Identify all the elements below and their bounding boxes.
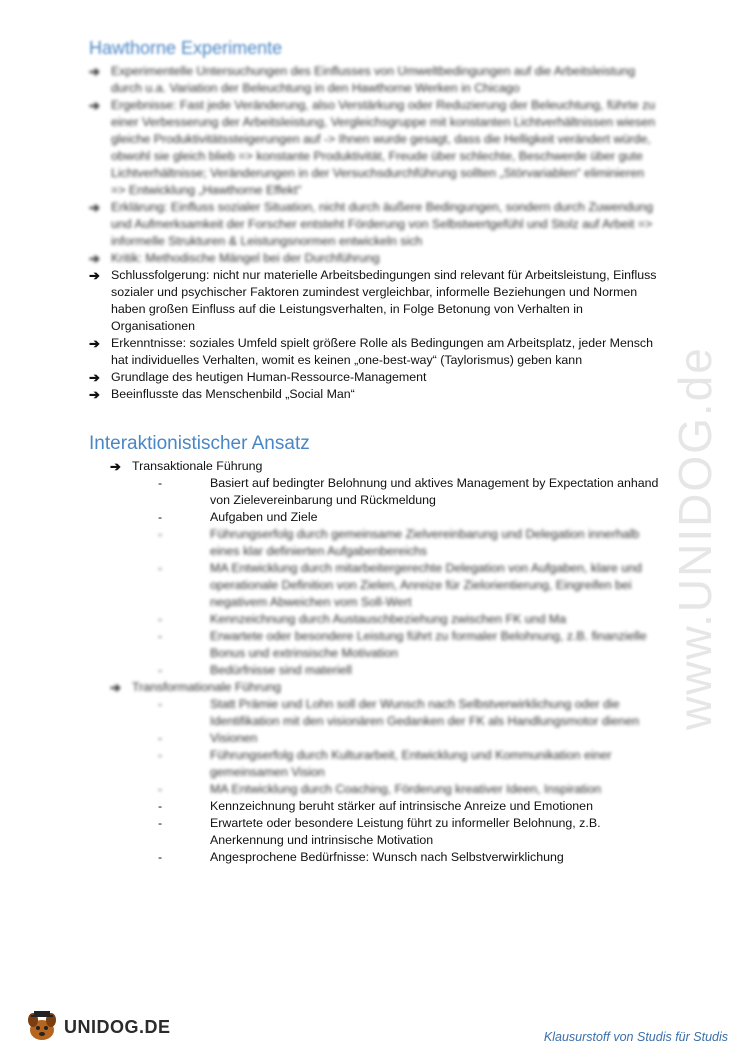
section-heading-hawthorne: Hawthorne Experimente (89, 38, 283, 58)
sub-list-item: - MA Entwicklung durch mitarbeitergerechte Delegation von Aufgaben, klare und operationale Definition von Zielen, Anreize für Zielorientierung, Eingreifen bei negativem Abweichen vom Soll-Wert (158, 561, 642, 609)
dash-bullet: - (158, 782, 163, 796)
arrow-right-icon: ➔ (89, 64, 100, 79)
dash-bullet: - (158, 527, 163, 541)
list-item: ➔ Kritik: Methodische Mängel bei der Durchführung (89, 251, 380, 266)
sub-list-item: - Aufgaben und Ziele (158, 510, 318, 524)
list-item-transformational: ➔ Transformationale Führung - Statt Prämie und Lohn soll der Wunsch nach Selbstverwirklichung oder die Identifikation mit den visionären Gedanken der FK als Handlungsmotor dienen - Visionen - Führungserfolg durch Kulturarbeit, Entwicklung und Kommunikation einer gemeinsamen Vision - MA Entwicklung durch Coaching, Förderung kreativer Ideen, Inspiration - Kennzeichnung beruht stärker auf intrinsische Anreize und Emotionen - Erwartete oder besondere Leistung führt zu informeller Belohnung, z.B. Anerkennung und intrinsische Motivation - Angesprochene Bedürfnisse: Wunsch nach Selbstverwirklichung (110, 679, 670, 866)
logo-text: UNIDOG.DE (64, 1016, 171, 1037)
dash-bullet: - (158, 697, 163, 711)
arrow-right-icon: ➔ (89, 251, 100, 266)
dash-bullet: - (158, 731, 163, 745)
arrow-right-icon: ➔ (89, 268, 100, 283)
sub-list-item: - Führungserfolg durch Kulturarbeit, Entwicklung und Kommunikation einer gemeinsamen Vision (158, 748, 612, 779)
hawthorne-list (89, 63, 659, 403)
watermark-text: www.UNIDOG.de (669, 346, 721, 730)
sub-list-item: - Erwartete oder besondere Leistung führt zu informeller Belohnung, z.B. Anerkennung und intrinsische Motivation (158, 816, 601, 847)
sub-list-item: - Visionen (158, 731, 258, 745)
sub-list-item: - Führungserfolg durch gemeinsame Zielvereinbarung und Delegation innerhalb eines klar definierten Aufgabenbereichs (158, 527, 640, 558)
sub-list-item: - Statt Prämie und Lohn soll der Wunsch nach Selbstverwirklichung oder die Identifikation mit den visionären Gedanken der FK als Handlungsmotor dienen (158, 697, 640, 728)
sub-list (132, 475, 670, 679)
list-item: ➔ Beeinflusste das Menschenbild „Social Man“ (89, 387, 355, 402)
dash-bullet: - (158, 612, 163, 626)
dash-bullet: - (158, 663, 163, 677)
unidog-logo (24, 1010, 171, 1044)
sub-list-item: - Erwartete oder besondere Leistung führt zu formaler Belohnung, z.B. finanzielle Bonus und extrinsische Motivation (158, 629, 647, 660)
section-heading-interaktionistischer-ansatz: Interaktionistischer Ansatz (89, 433, 310, 454)
sub-list-item: - Kennzeichnung durch Austauschbeziehung zwischen FK und Ma (158, 612, 567, 626)
sub-list (132, 696, 670, 866)
arrow-right-icon: ➔ (89, 370, 100, 385)
arrow-right-icon: ➔ (110, 680, 121, 695)
dash-bullet: - (158, 850, 163, 864)
arrow-right-icon: ➔ (89, 387, 100, 402)
sub-list-item: - MA Entwicklung durch Coaching, Förderung kreativer Ideen, Inspiration (158, 782, 602, 796)
list-item: ➔ Schlussfolgerung: nicht nur materielle Arbeitsbedingungen sind relevant für Arbeitsleistung, Einfluss sozialer und psychischer Faktoren zumindest vergleichbar, informelle Beziehungen und Normen haben großen Einfluss auf die Leistungsverhalten, in Folge Betonung von Verhalten in Organisationen (89, 268, 657, 333)
dash-bullet: - (158, 561, 163, 575)
dash-bullet: - (158, 629, 163, 643)
dash-bullet: - (158, 510, 163, 524)
dash-bullet: - (158, 748, 163, 762)
arrow-right-icon: ➔ (110, 459, 121, 474)
dash-bullet: - (158, 816, 163, 830)
arrow-right-icon: ➔ (89, 336, 100, 351)
footer-tagline: Klausurstoff von Studis für Studis (543, 1030, 728, 1044)
sub-list-item: - Bedürfnisse sind materiell (158, 663, 352, 677)
arrow-right-icon: ➔ (89, 200, 100, 215)
list-item: ➔ Ergebnisse: Fast jede Veränderung, also Verstärkung oder Reduzierung der Beleuchtung, führte zu einer Verbesserung der Arbeitsleistung, Vergleichsgruppe mit konstanten Lichtverhältnissen wiesen gleiche Produktivitätssteigerungen auf -> Ihnen wurde gesagt, dass die Helligkeit verändert würde, obwohl sie gleich blieb => konstante Produktivität, Freude über schlechte, Beschwerde über gute Lichtverhältnisse; Veränderungen in der Versuchsdurchführung sollten „Störvariablen“ eliminieren => Entwicklung „Hawthorne Effekt“ (89, 98, 656, 197)
interaktionistisch-list (110, 458, 670, 866)
list-item: ➔ Erkenntnisse: soziales Umfeld spielt größere Rolle als Bedingungen am Arbeitsplatz, jeder Mensch hat individuelles Verhalten, womit es keinen „one-best-way“ (Taylorismus) geben kann (89, 336, 654, 367)
dash-bullet: - (158, 799, 163, 813)
sub-list-item: - Kennzeichnung beruht stärker auf intrinsische Anreize und Emotionen (158, 799, 593, 813)
list-item: ➔ Grundlage des heutigen Human-Ressource-Management (89, 370, 427, 385)
sub-list-item: - Angesprochene Bedürfnisse: Wunsch nach Selbstverwirklichung (158, 850, 564, 864)
arrow-right-icon: ➔ (89, 98, 100, 113)
sub-list-item: - Basiert auf bedingter Belohnung und aktives Management by Expectation anhand von Zielevereinbarung und Rückmeldung (158, 476, 659, 507)
dash-bullet: - (158, 476, 163, 490)
list-item-transaktional: ➔ Transaktionale Führung - Basiert auf bedingter Belohnung und aktives Management by Expectation anhand von Zielevereinbarung und Rückmeldung - Aufgaben und Ziele - Führungserfolg durch gemeinsame Zielvereinbarung und Delegation innerhalb eines klar definierten Aufgabenbereichs - MA Entwicklung durch mitarbeitergerechte Delegation von Aufgaben, klare und operationale Definition von Zielen, Anreize für Zielorientierung, Eingreifen bei negativem Abweichen vom Soll-Wert - Kennzeichnung durch Austauschbeziehung zwischen FK und Ma - Erwartete oder besondere Leistung führt zu formaler Belohnung, z.B. finanzielle Bonus und extrinsische Motivation - Bedürfnisse sind materiell (110, 458, 670, 679)
dog-icon (24, 1010, 60, 1044)
list-item: ➔ Erklärung: Einfluss sozialer Situation, nicht durch äußere Bedingungen, sondern durch Zuwendung und Aufmerksamkeit der Forscher entsteht Förderung von Selbstwertgefühl und Stolz auf Arbeit => informelle Strukturen & Leistungsnormen entwickeln sich (89, 200, 654, 248)
list-item: ➔ Experimentelle Untersuchungen des Einflusses von Umweltbedingungen auf die Arbeitsleistung durch u.a. Variation der Beleuchtung in den Hawthorne Werken in Chicago (89, 64, 636, 95)
